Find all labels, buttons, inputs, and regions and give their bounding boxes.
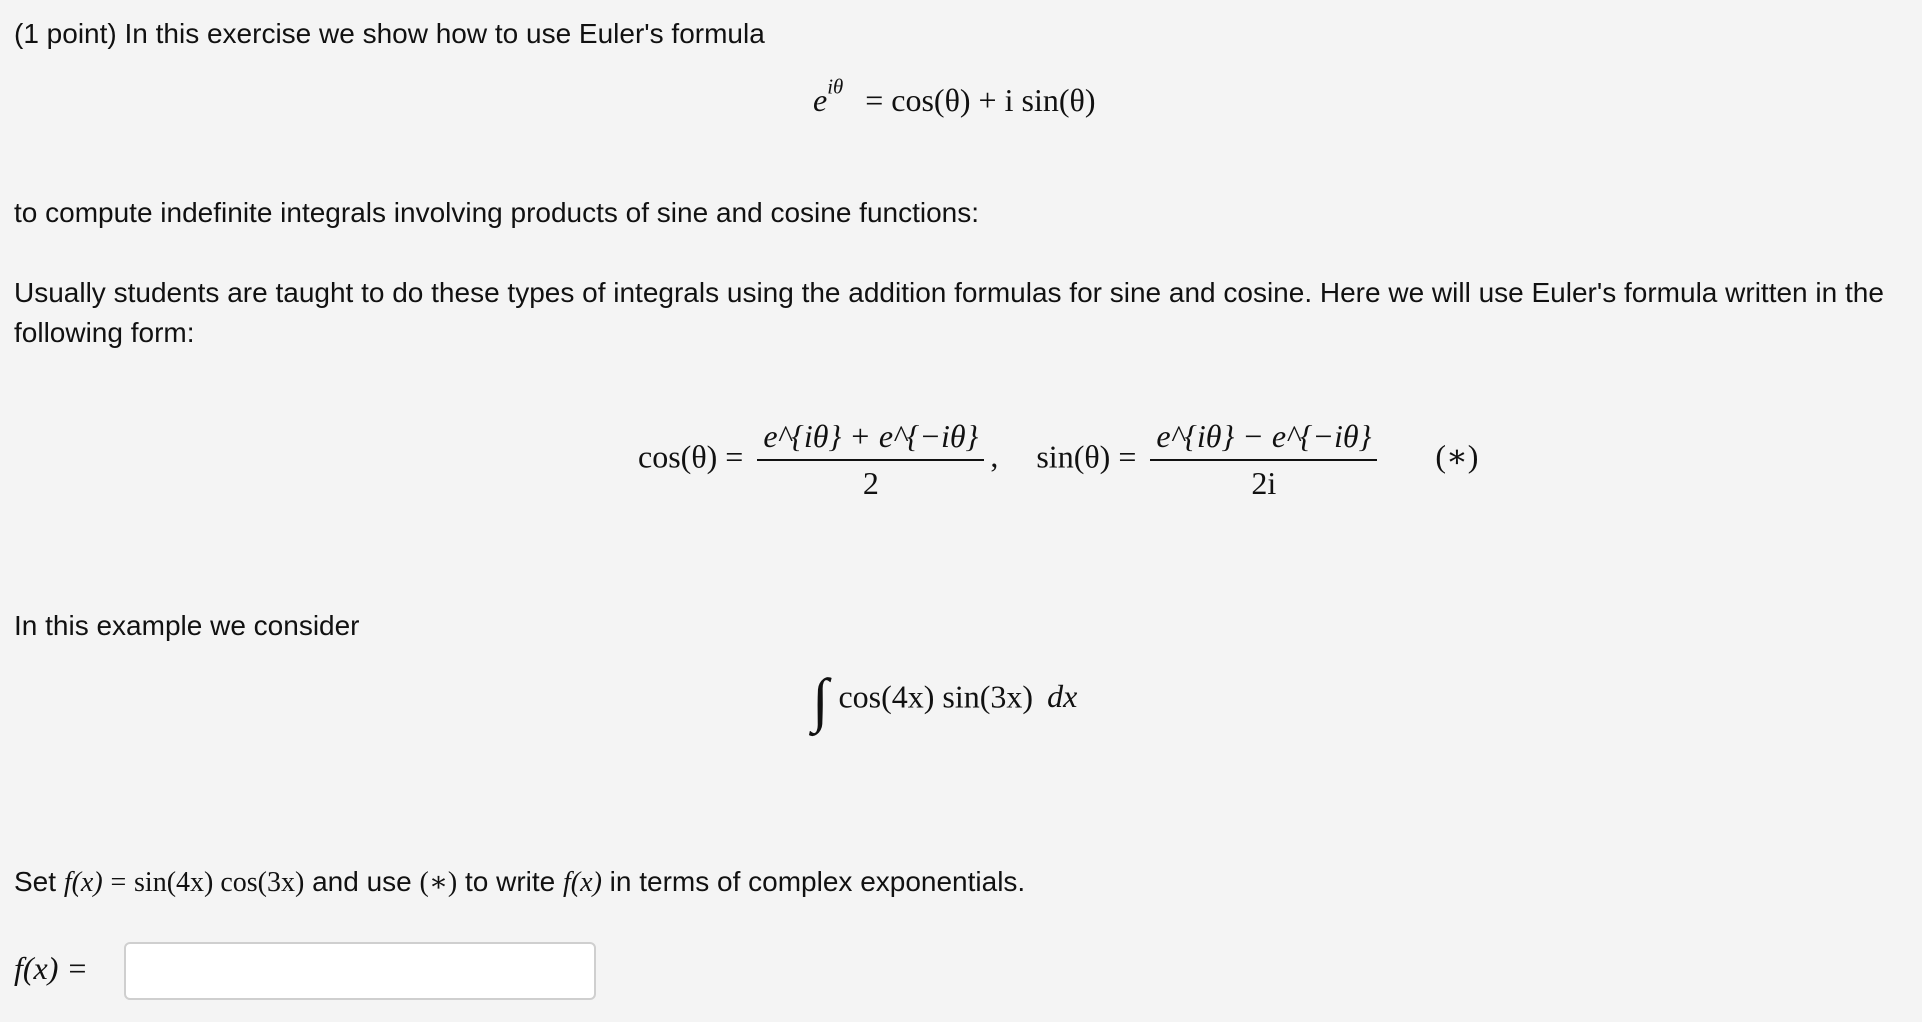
answer-label: f(x) = — [14, 950, 88, 986]
cos-numerator: e^{iθ} + e^{−iθ} — [757, 418, 984, 461]
purpose-text: to compute indefinite integrals involving products of sine and cosine functions: — [14, 197, 980, 228]
cos-lhs: cos(θ) = — [638, 438, 744, 475]
set-line — [14, 862, 1025, 903]
intro-text: (1 point) In this exercise we show how to use Euler's formula — [14, 18, 765, 49]
set-line-tail: in terms of complex exponentials. — [609, 866, 1026, 897]
sin-denominator: 2i — [1251, 465, 1277, 501]
usually-text: Usually students are taught to do these types of integrals using the addition formulas for sine and cosine. Here we will use Euler's formula written in the following form: — [14, 277, 1884, 348]
integral-sign: ∫ — [812, 667, 829, 733]
star-reference: (∗) — [419, 867, 458, 898]
fx-symbol-2: f(x) — [563, 867, 602, 898]
and-use-text: and use — [312, 866, 412, 897]
forms-comma: , — [990, 438, 999, 475]
sin-fraction — [1150, 418, 1377, 502]
euler-exponent: iθ — [827, 75, 844, 99]
set-word: Set — [14, 866, 57, 897]
euler-base: e — [813, 82, 828, 118]
euler-forms — [638, 418, 1478, 502]
answer-input[interactable] — [124, 942, 596, 1000]
euler-formula — [813, 75, 1096, 119]
integral-dx: dx — [1047, 678, 1078, 715]
consider-text: In this example we consider — [14, 610, 360, 641]
star-tag: (∗) — [1435, 438, 1479, 475]
sin-lhs: sin(θ) = — [1036, 438, 1137, 475]
integrand: cos(4x) sin(3x) — [838, 678, 1034, 715]
sin-numerator: e^{iθ} − e^{−iθ} — [1150, 418, 1377, 461]
euler-rhs: = cos(θ) + i sin(θ) — [865, 82, 1096, 118]
to-write-text: to write — [465, 866, 556, 897]
fx-expression: sin(4x) cos(3x) — [134, 867, 305, 898]
cos-denominator: 2 — [862, 465, 879, 501]
equals-sign: = — [110, 867, 127, 898]
integral-display — [812, 667, 1078, 733]
cos-fraction — [757, 418, 984, 502]
fx-symbol: f(x) — [63, 867, 103, 898]
